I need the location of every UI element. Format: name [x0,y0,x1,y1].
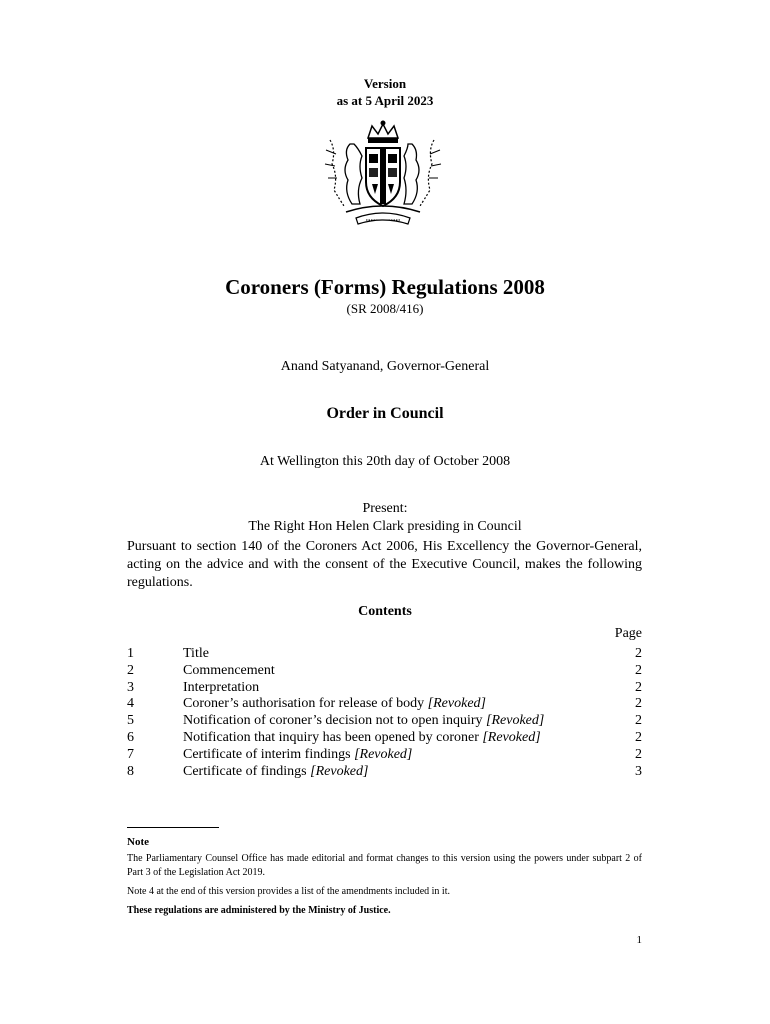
toc-title-cell [183,713,602,730]
note-editorial: The Parliamentary Counsel Office has made editorial and format changes to this version using the powers under subpart 2 of Part 3 of the Legislation Act 2019. [127,853,642,878]
toc-title-cell [183,663,602,680]
toc-row[interactable] [127,646,642,663]
toc-number: 4 [127,696,134,712]
toc-title-cell [183,764,602,781]
contents-table [127,646,642,780]
toc-revoked: [Revoked] [354,746,413,762]
toc-title: Notification that inquiry has been opened by coroner [183,729,483,745]
toc-row[interactable] [127,663,642,680]
page-number: 1 [636,934,642,946]
toc-title-cell [183,646,602,663]
toc-title-cell [183,696,602,713]
contents-heading: Contents [358,604,412,619]
note-administered-by: These regulations are administered by the Ministry of Justice. [127,905,391,916]
footnote-divider [127,827,219,828]
toc-title: Coroner’s authorisation for release of body [183,696,428,712]
toc-revoked: [Revoked] [310,763,369,779]
toc-page: 3 [635,763,642,779]
toc-number: 6 [127,729,134,745]
toc-title: Title [183,646,209,661]
toc-revoked: [Revoked] [482,729,541,745]
note-amendments: Note 4 at the end of this version provides a list of the amendments included in it. [127,886,450,897]
toc-title: Interpretation [183,679,260,695]
toc-row[interactable] [127,713,642,730]
toc-number: 5 [127,713,134,729]
toc-page: 2 [635,696,642,712]
version-header [0,75,770,109]
presiding-line: The Right Hon Helen Clark presiding in Council [248,519,522,534]
nz-coat-of-arms-icon [322,120,444,230]
toc-page: 2 [635,746,642,762]
toc-page: 2 [635,713,642,729]
toc-revoked: [Revoked] [427,696,486,712]
toc-page: 2 [635,646,642,661]
present-label: Present: [362,501,408,516]
toc-number: 1 [127,646,134,661]
toc-number: 3 [127,679,134,695]
preamble-paragraph: Pursuant to section 140 of the Coroners Act 2006, His Excellency the Governor-General, acting on the advice and with the consent of the Executive Council, makes the following regulations. [127,539,642,590]
version-label: Version [363,76,407,91]
toc-title: Commencement [183,662,275,678]
toc-revoked: [Revoked] [486,713,545,729]
toc-title: Certificate of findings [183,763,311,779]
toc-row[interactable] [127,764,642,781]
toc-page: 2 [635,662,642,678]
regulation-title: Coroners (Forms) Regulations 2008 [225,275,545,299]
toc-title-cell [183,730,602,747]
toc-page: 2 [635,679,642,695]
toc-row[interactable] [127,730,642,747]
toc-row[interactable] [127,680,642,697]
statutory-reference: (SR 2008/416) [346,301,424,316]
governor-general: Anand Satyanand, Governor-General [280,359,490,374]
toc-page: 2 [635,729,642,745]
version-date: as at 5 April 2023 [336,93,434,108]
toc-row[interactable] [127,747,642,764]
toc-title: Notification of coroner’s decision not to open inquiry [183,713,487,729]
toc-number: 7 [127,746,134,762]
toc-row[interactable] [127,696,642,713]
toc-number: 2 [127,662,134,678]
order-heading: Order in Council [326,405,444,422]
place-date: At Wellington this 20th day of October 2008 [259,454,511,469]
page-column-heading: Page [614,626,642,641]
toc-title-cell [183,747,602,764]
toc-number: 8 [127,763,134,779]
note-heading: Note [127,836,149,848]
toc-title-cell [183,680,602,697]
toc-title: Certificate of interim findings [183,746,355,762]
present-block [0,500,770,536]
